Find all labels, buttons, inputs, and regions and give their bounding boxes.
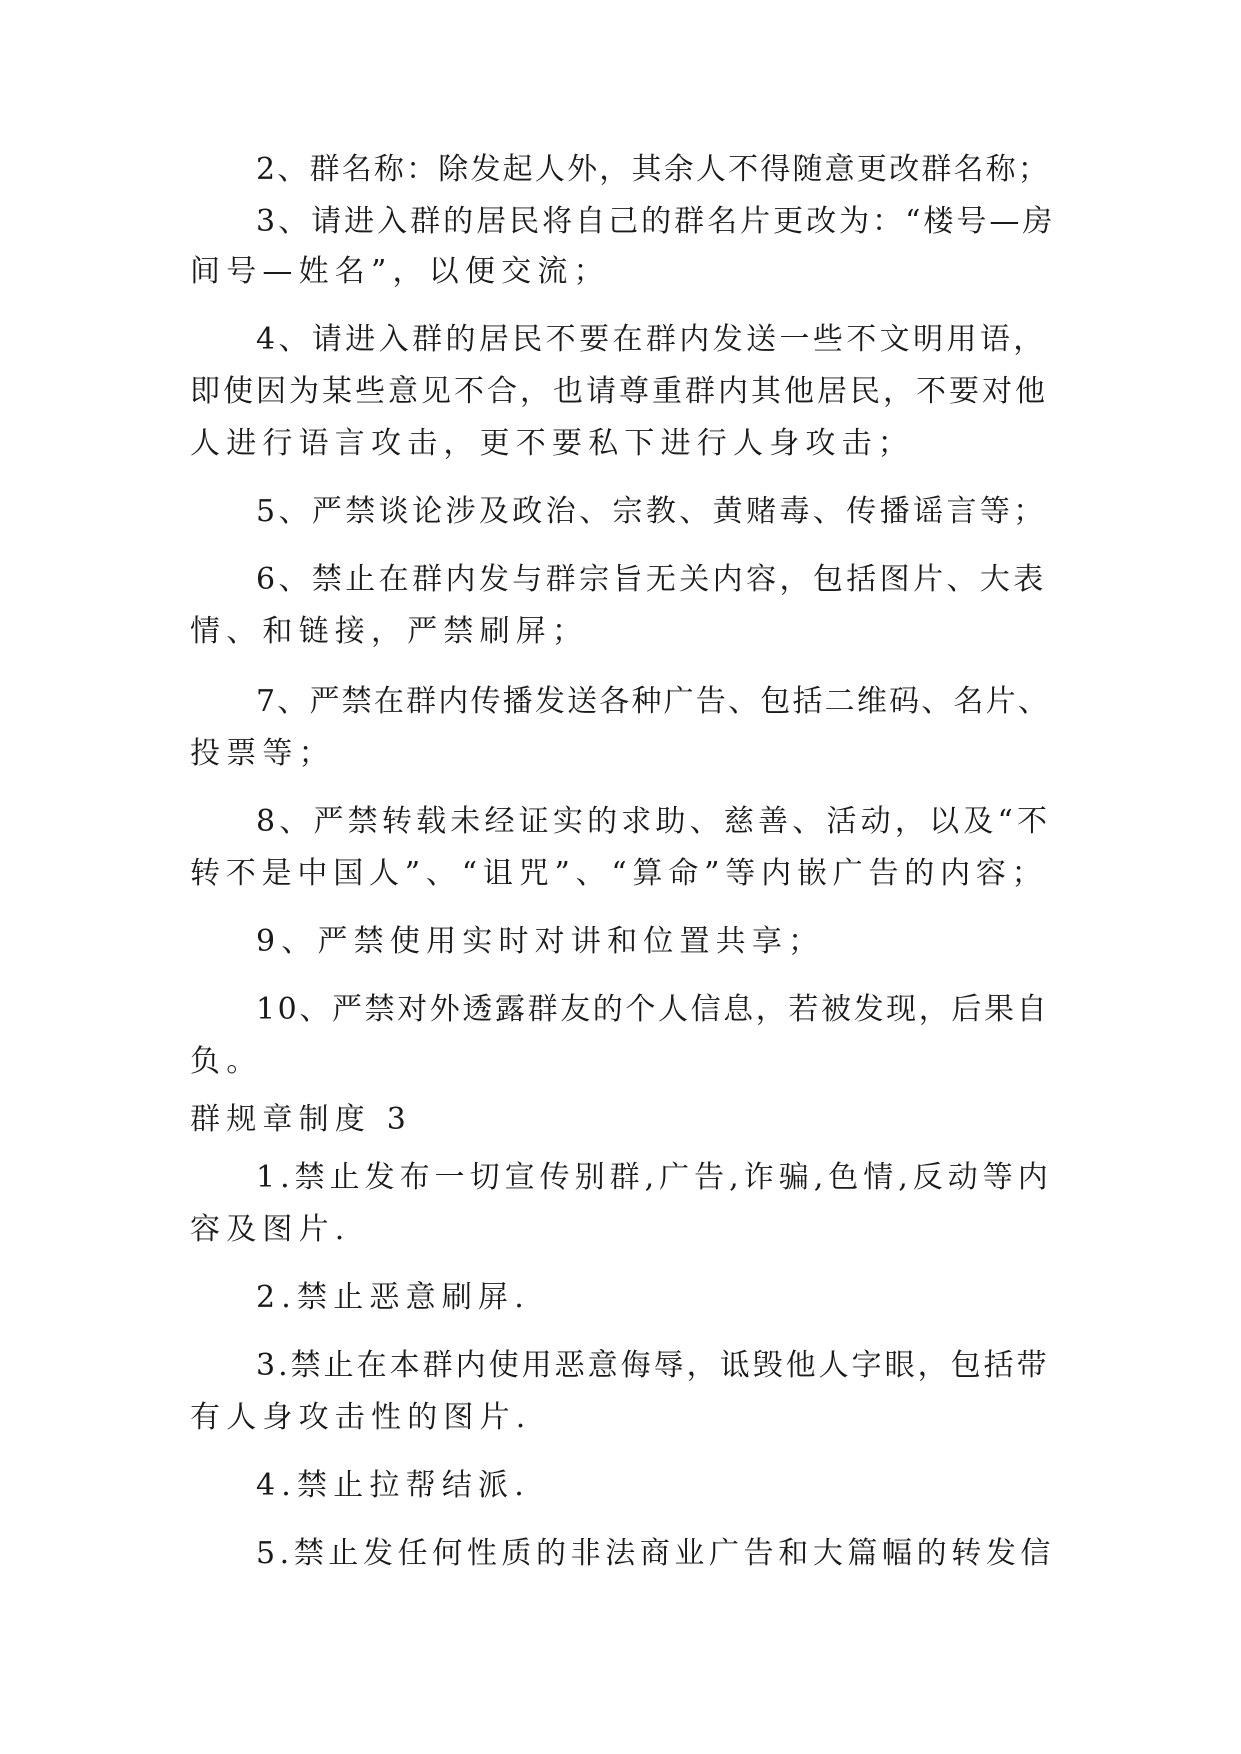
text-line-rule-7-cont: 投票等；	[190, 736, 335, 771]
text-line-rule-2: 2、群名称：除发起人外，其余人不得随意更改群名称；	[256, 152, 1051, 187]
text-line-rule-1b-cont: 容及图片.	[190, 1212, 351, 1247]
text-line-rule-1b: 1.禁止发布一切宣传别群,广告,诈骗,色情,反动等内	[256, 1160, 1053, 1195]
text-line-rule-3b-cont: 有人身攻击性的图片.	[190, 1400, 532, 1435]
text-line-rule-8: 8、严禁转载未经证实的求助、慈善、活动，以及“不	[256, 804, 1052, 839]
text-line-rule-7: 7、严禁在群内传播发送各种广告、包括二维码、名片、	[256, 684, 1051, 719]
text-line-rule-3b: 3.禁止在本群内使用恶意侮辱，诋毁他人字眼，包括带	[256, 1348, 1050, 1383]
text-line-rule-2b: 2.禁止恶意刷屏.	[256, 1280, 530, 1315]
text-line-rule-10: 10、严禁对外透露群友的个人信息，若被发现，后果自	[256, 992, 1050, 1027]
section-heading: 群规章制度 3	[190, 1102, 413, 1137]
text-line-rule-5: 5、严禁谈论涉及政治、宗教、黄赌毒、传播谣言等；	[256, 494, 1047, 529]
text-line-rule-5b: 5.禁止发任何性质的非法商业广告和大篇幅的转发信	[256, 1536, 1056, 1571]
text-line-rule-6-cont: 情、和链接，严禁刷屏；	[190, 614, 589, 649]
text-line-rule-8-cont: 转不是中国人”、“诅咒”、“算命”等内嵌广告的内容；	[190, 856, 1048, 891]
text-line-rule-6: 6、禁止在群内发与群宗旨无关内容，包括图片、大表	[256, 562, 1047, 597]
text-line-rule-4-cont: 即使因为某些意见不合，也请尊重群内其他居民，不要对他	[190, 374, 1048, 409]
text-line-rule-3: 3、请进入群的居民将自己的群名片更改为：“楼号—房	[256, 204, 1056, 239]
text-line-rule-10-cont: 负。	[190, 1044, 263, 1079]
text-line-rule-3-cont: 间号—姓名”，以便交流；	[190, 254, 610, 289]
text-line-rule-4: 4、请进入群的居民不要在群内发送一些不文明用语，	[256, 322, 1047, 357]
text-line-rule-9: 9、严禁使用实时对讲和位置共享；	[256, 924, 825, 959]
text-line-rule-4b: 4.禁止拉帮结派.	[256, 1468, 530, 1503]
text-line-rule-4-cont: 人进行语言攻击，更不要私下进行人身攻击；	[190, 426, 914, 461]
